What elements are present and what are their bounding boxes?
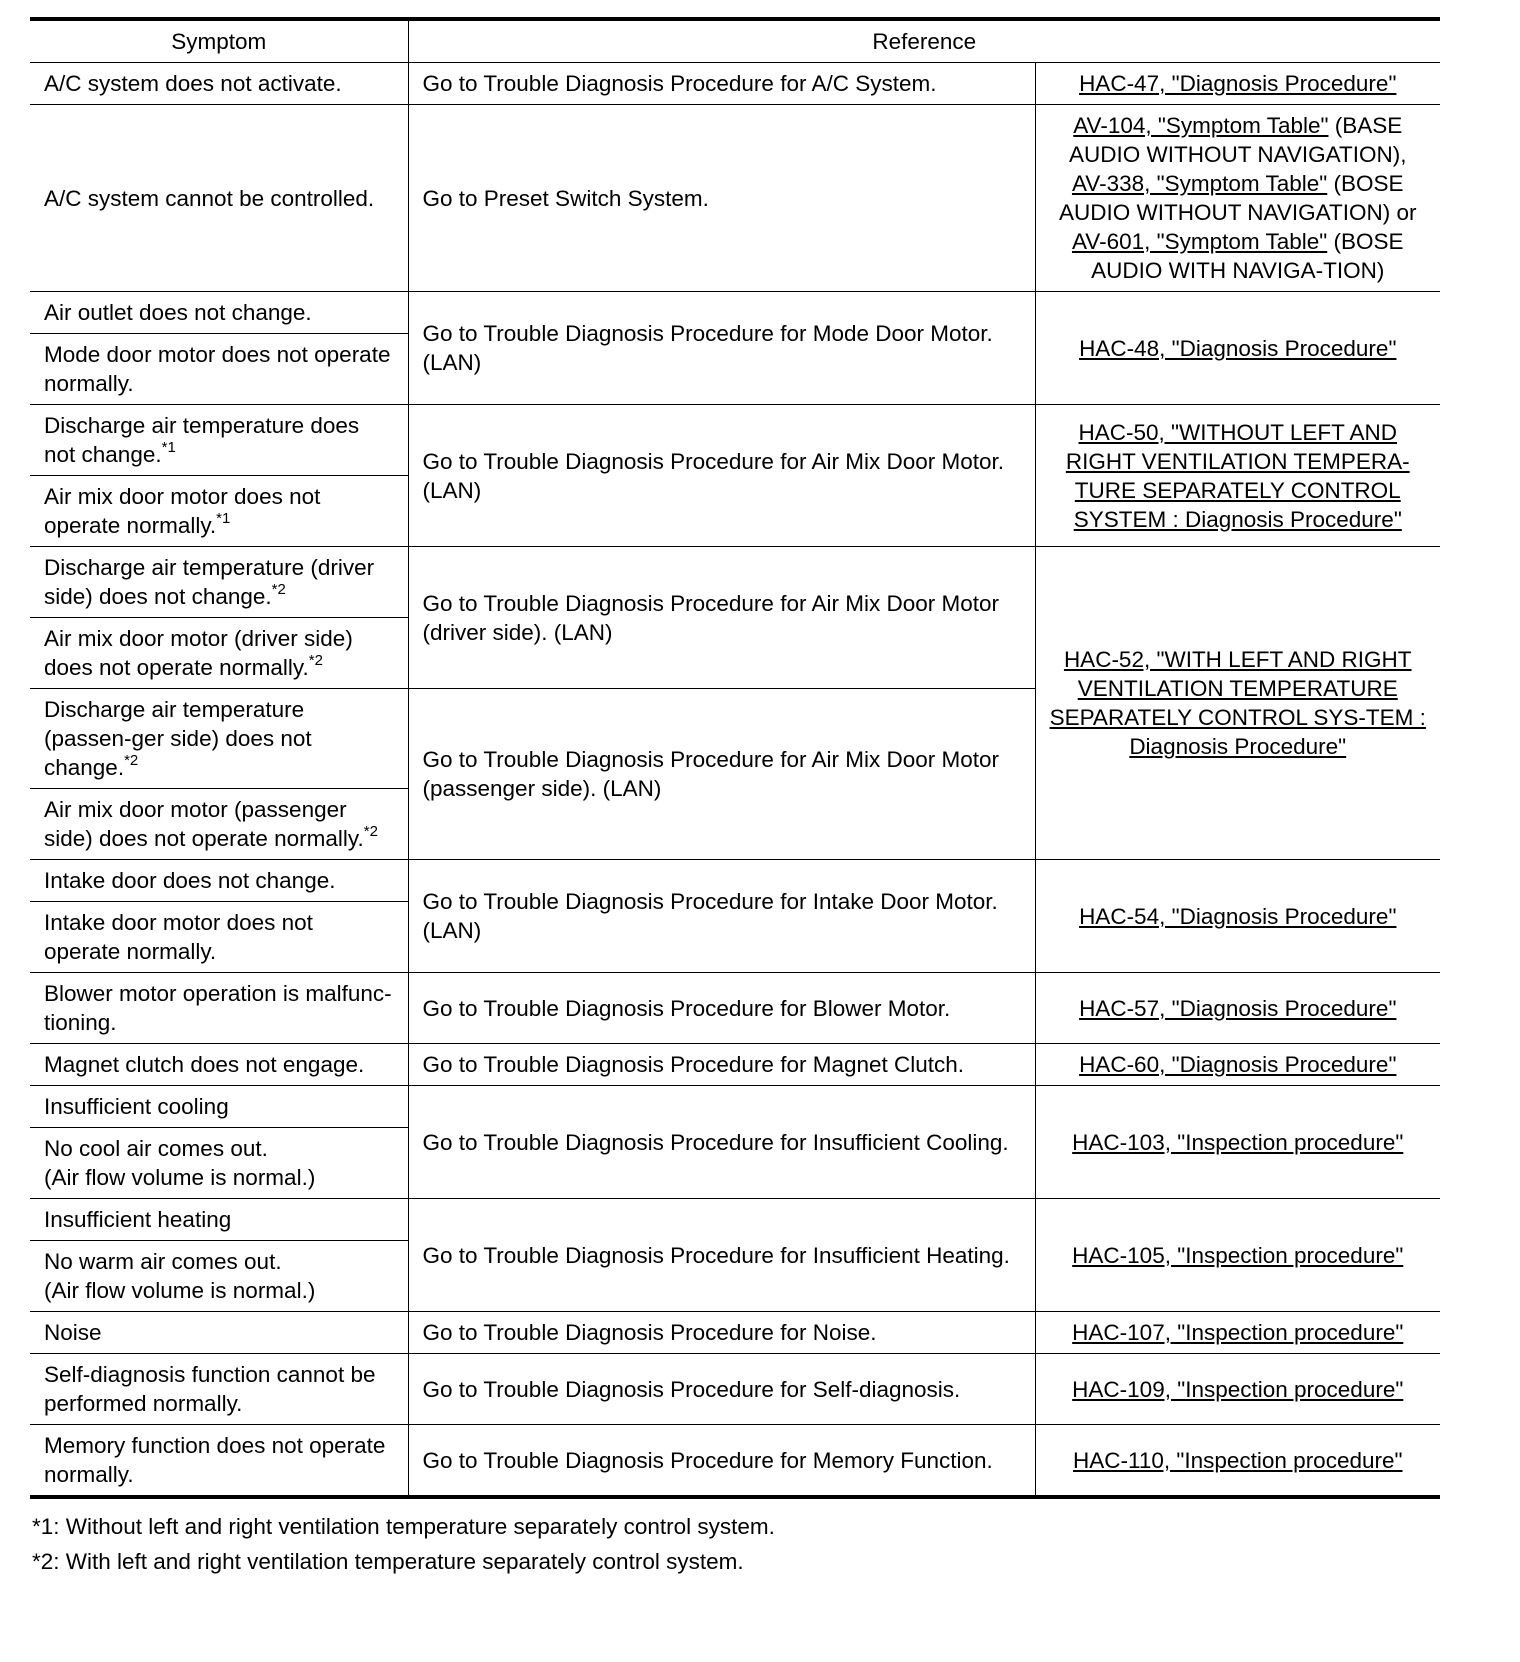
footnote-marker: *2 <box>271 580 286 598</box>
table-row <box>30 1425 1440 1498</box>
symptom-text: Discharge air temperature does not change. <box>44 413 360 467</box>
symptom-line: (Air flow volume is normal.) <box>44 1165 316 1190</box>
table-row <box>30 860 1440 902</box>
footnotes <box>30 1509 1440 1579</box>
symptom-cell <box>30 405 408 476</box>
symptom-cell: Insufficient cooling <box>30 1086 408 1128</box>
symptom-table <box>30 17 1440 1499</box>
footnote-marker: *2 <box>124 751 139 769</box>
header-symptom: Symptom <box>30 19 408 63</box>
symptom-cell: A/C system does not activate. <box>30 63 408 105</box>
table-row <box>30 973 1440 1044</box>
reference-link[interactable]: HAC-52, "WITH LEFT AND RIGHT VENTILATION TEMPERATURE SEPARATELY CONTROL SYS-TEM : Diagnosis Procedure" <box>1049 647 1426 759</box>
symptom-cell: Intake door motor does not operate normally. <box>30 902 408 973</box>
footnote-1: *1: Without left and right ventilation temperature separately control system. <box>32 1514 775 1539</box>
symptom-cell: Magnet clutch does not engage. <box>30 1044 408 1086</box>
procedure-cell: Go to Preset Switch System. <box>408 105 1035 292</box>
symptom-text: Air mix door motor does not operate normally. <box>44 484 321 538</box>
reference-link[interactable]: HAC-109, "Inspection procedure" <box>1072 1376 1404 1402</box>
table-row <box>30 292 1440 334</box>
reference-link[interactable]: HAC-50, "WITHOUT LEFT AND RIGHT VENTILATION TEMPERA-TURE SEPARATELY CONTROL SYSTEM : Diagnosis Procedure" <box>1065 419 1410 532</box>
footnote-marker: *2 <box>363 822 378 840</box>
table-row <box>30 405 1440 476</box>
procedure-cell: Go to Trouble Diagnosis Procedure for Air Mix Door Motor. (LAN) <box>408 405 1035 547</box>
reference-link[interactable]: HAC-60, "Diagnosis Procedure" <box>1079 1052 1397 1077</box>
reference-cell <box>1035 63 1440 105</box>
footnote-marker: *1 <box>161 438 176 456</box>
reference-cell <box>1035 1312 1440 1354</box>
reference-link[interactable]: HAC-47, "Diagnosis Procedure" <box>1079 71 1397 96</box>
table-row <box>30 1044 1440 1086</box>
symptom-cell <box>30 689 408 789</box>
reference-text: (BOSE AUDIO WITHOUT NAVIGATION) or <box>1058 171 1417 225</box>
symptom-line: No warm air comes out. <box>44 1249 282 1274</box>
reference-link[interactable]: AV-601, "Symptom Table" <box>1071 229 1328 254</box>
procedure-cell: Go to Trouble Diagnosis Procedure for Memory Function. <box>408 1425 1035 1498</box>
reference-cell <box>1035 1425 1440 1498</box>
reference-link[interactable]: HAC-48, "Diagnosis Procedure" <box>1079 335 1397 361</box>
procedure-cell: Go to Trouble Diagnosis Procedure for Mode Door Motor. (LAN) <box>408 292 1035 405</box>
table-row <box>30 1312 1440 1354</box>
reference-link[interactable]: HAC-54, "Diagnosis Procedure" <box>1079 903 1397 929</box>
footnote-2: *2: With left and right ventilation temperature separately control system. <box>32 1549 744 1574</box>
procedure-cell: Go to Trouble Diagnosis Procedure for Air Mix Door Motor (passenger side). (LAN) <box>408 689 1035 860</box>
procedure-cell: Go to Trouble Diagnosis Procedure for Air Mix Door Motor (driver side). (LAN) <box>408 547 1035 689</box>
symptom-text: Discharge air temperature (driver side) does not change. <box>44 555 375 609</box>
reference-cell <box>1035 405 1440 547</box>
reference-link[interactable]: HAC-110, "Inspection procedure" <box>1073 1447 1403 1473</box>
symptom-cell: Memory function does not operate normally. <box>30 1425 408 1498</box>
symptom-cell <box>30 1241 408 1312</box>
procedure-cell: Go to Trouble Diagnosis Procedure for Insufficient Cooling. <box>408 1086 1035 1199</box>
reference-cell <box>1035 1086 1440 1199</box>
symptom-cell <box>30 618 408 689</box>
symptom-text: Discharge air temperature (passen-ger side) does not change. <box>44 697 312 780</box>
reference-cell <box>1035 547 1440 860</box>
reference-cell <box>1035 292 1440 405</box>
symptom-cell: Self-diagnosis function cannot be performed normally. <box>30 1354 408 1425</box>
table-row <box>30 1199 1440 1241</box>
table-row <box>30 63 1440 105</box>
symptom-cell: Insufficient heating <box>30 1199 408 1241</box>
footnote-marker: *1 <box>216 509 231 527</box>
symptom-text: Air mix door motor (passenger side) does not operate normally. <box>44 797 364 851</box>
procedure-cell: Go to Trouble Diagnosis Procedure for Self-diagnosis. <box>408 1354 1035 1425</box>
footnote-marker: *2 <box>308 651 323 669</box>
header-reference: Reference <box>408 19 1440 63</box>
reference-cell <box>1035 973 1440 1044</box>
reference-cell <box>1035 1199 1440 1312</box>
procedure-cell: Go to Trouble Diagnosis Procedure for Magnet Clutch. <box>408 1044 1035 1086</box>
reference-cell <box>1035 105 1440 292</box>
table-row <box>30 1086 1440 1128</box>
document-page <box>30 17 1440 1579</box>
reference-link[interactable]: AV-104, "Symptom Table" <box>1073 113 1329 138</box>
reference-text: (BOSE AUDIO WITH NAVIGA-TION) <box>1091 229 1404 283</box>
symptom-text: Air mix door motor (driver side) does not operate normally. <box>44 626 353 680</box>
table-row <box>30 547 1440 618</box>
procedure-cell: Go to Trouble Diagnosis Procedure for Blower Motor. <box>408 973 1035 1044</box>
reference-link[interactable]: HAC-103, "Inspection procedure" <box>1072 1129 1404 1155</box>
symptom-cell: Mode door motor does not operate normally. <box>30 334 408 405</box>
table-row <box>30 105 1440 292</box>
table-row <box>30 1354 1440 1425</box>
reference-link[interactable]: HAC-105, "Inspection procedure" <box>1072 1242 1404 1268</box>
symptom-cell: Intake door does not change. <box>30 860 408 902</box>
reference-cell <box>1035 1354 1440 1425</box>
reference-link[interactable]: HAC-57, "Diagnosis Procedure" <box>1079 995 1397 1021</box>
symptom-cell <box>30 789 408 860</box>
procedure-cell: Go to Trouble Diagnosis Procedure for Intake Door Motor. (LAN) <box>408 860 1035 973</box>
symptom-cell: Air outlet does not change. <box>30 292 408 334</box>
reference-text: (BASE AUDIO WITHOUT NAVIGATION), <box>1069 113 1407 167</box>
procedure-cell: Go to Trouble Diagnosis Procedure for A/C System. <box>408 63 1035 105</box>
symptom-cell: A/C system cannot be controlled. <box>30 105 408 292</box>
symptom-cell <box>30 476 408 547</box>
reference-cell <box>1035 1044 1440 1086</box>
symptom-cell: Noise <box>30 1312 408 1354</box>
symptom-line: No cool air comes out. <box>44 1136 268 1161</box>
symptom-cell <box>30 1128 408 1199</box>
symptom-cell: Blower motor operation is malfunc-tioning. <box>30 973 408 1044</box>
symptom-cell <box>30 547 408 618</box>
reference-link[interactable]: HAC-107, "Inspection procedure" <box>1072 1320 1404 1345</box>
reference-link[interactable]: AV-338, "Symptom Table" <box>1071 171 1328 196</box>
procedure-cell: Go to Trouble Diagnosis Procedure for Insufficient Heating. <box>408 1199 1035 1312</box>
symptom-line: (Air flow volume is normal.) <box>44 1278 316 1303</box>
procedure-cell: Go to Trouble Diagnosis Procedure for Noise. <box>408 1312 1035 1354</box>
reference-cell <box>1035 860 1440 973</box>
header-row <box>30 19 1440 63</box>
